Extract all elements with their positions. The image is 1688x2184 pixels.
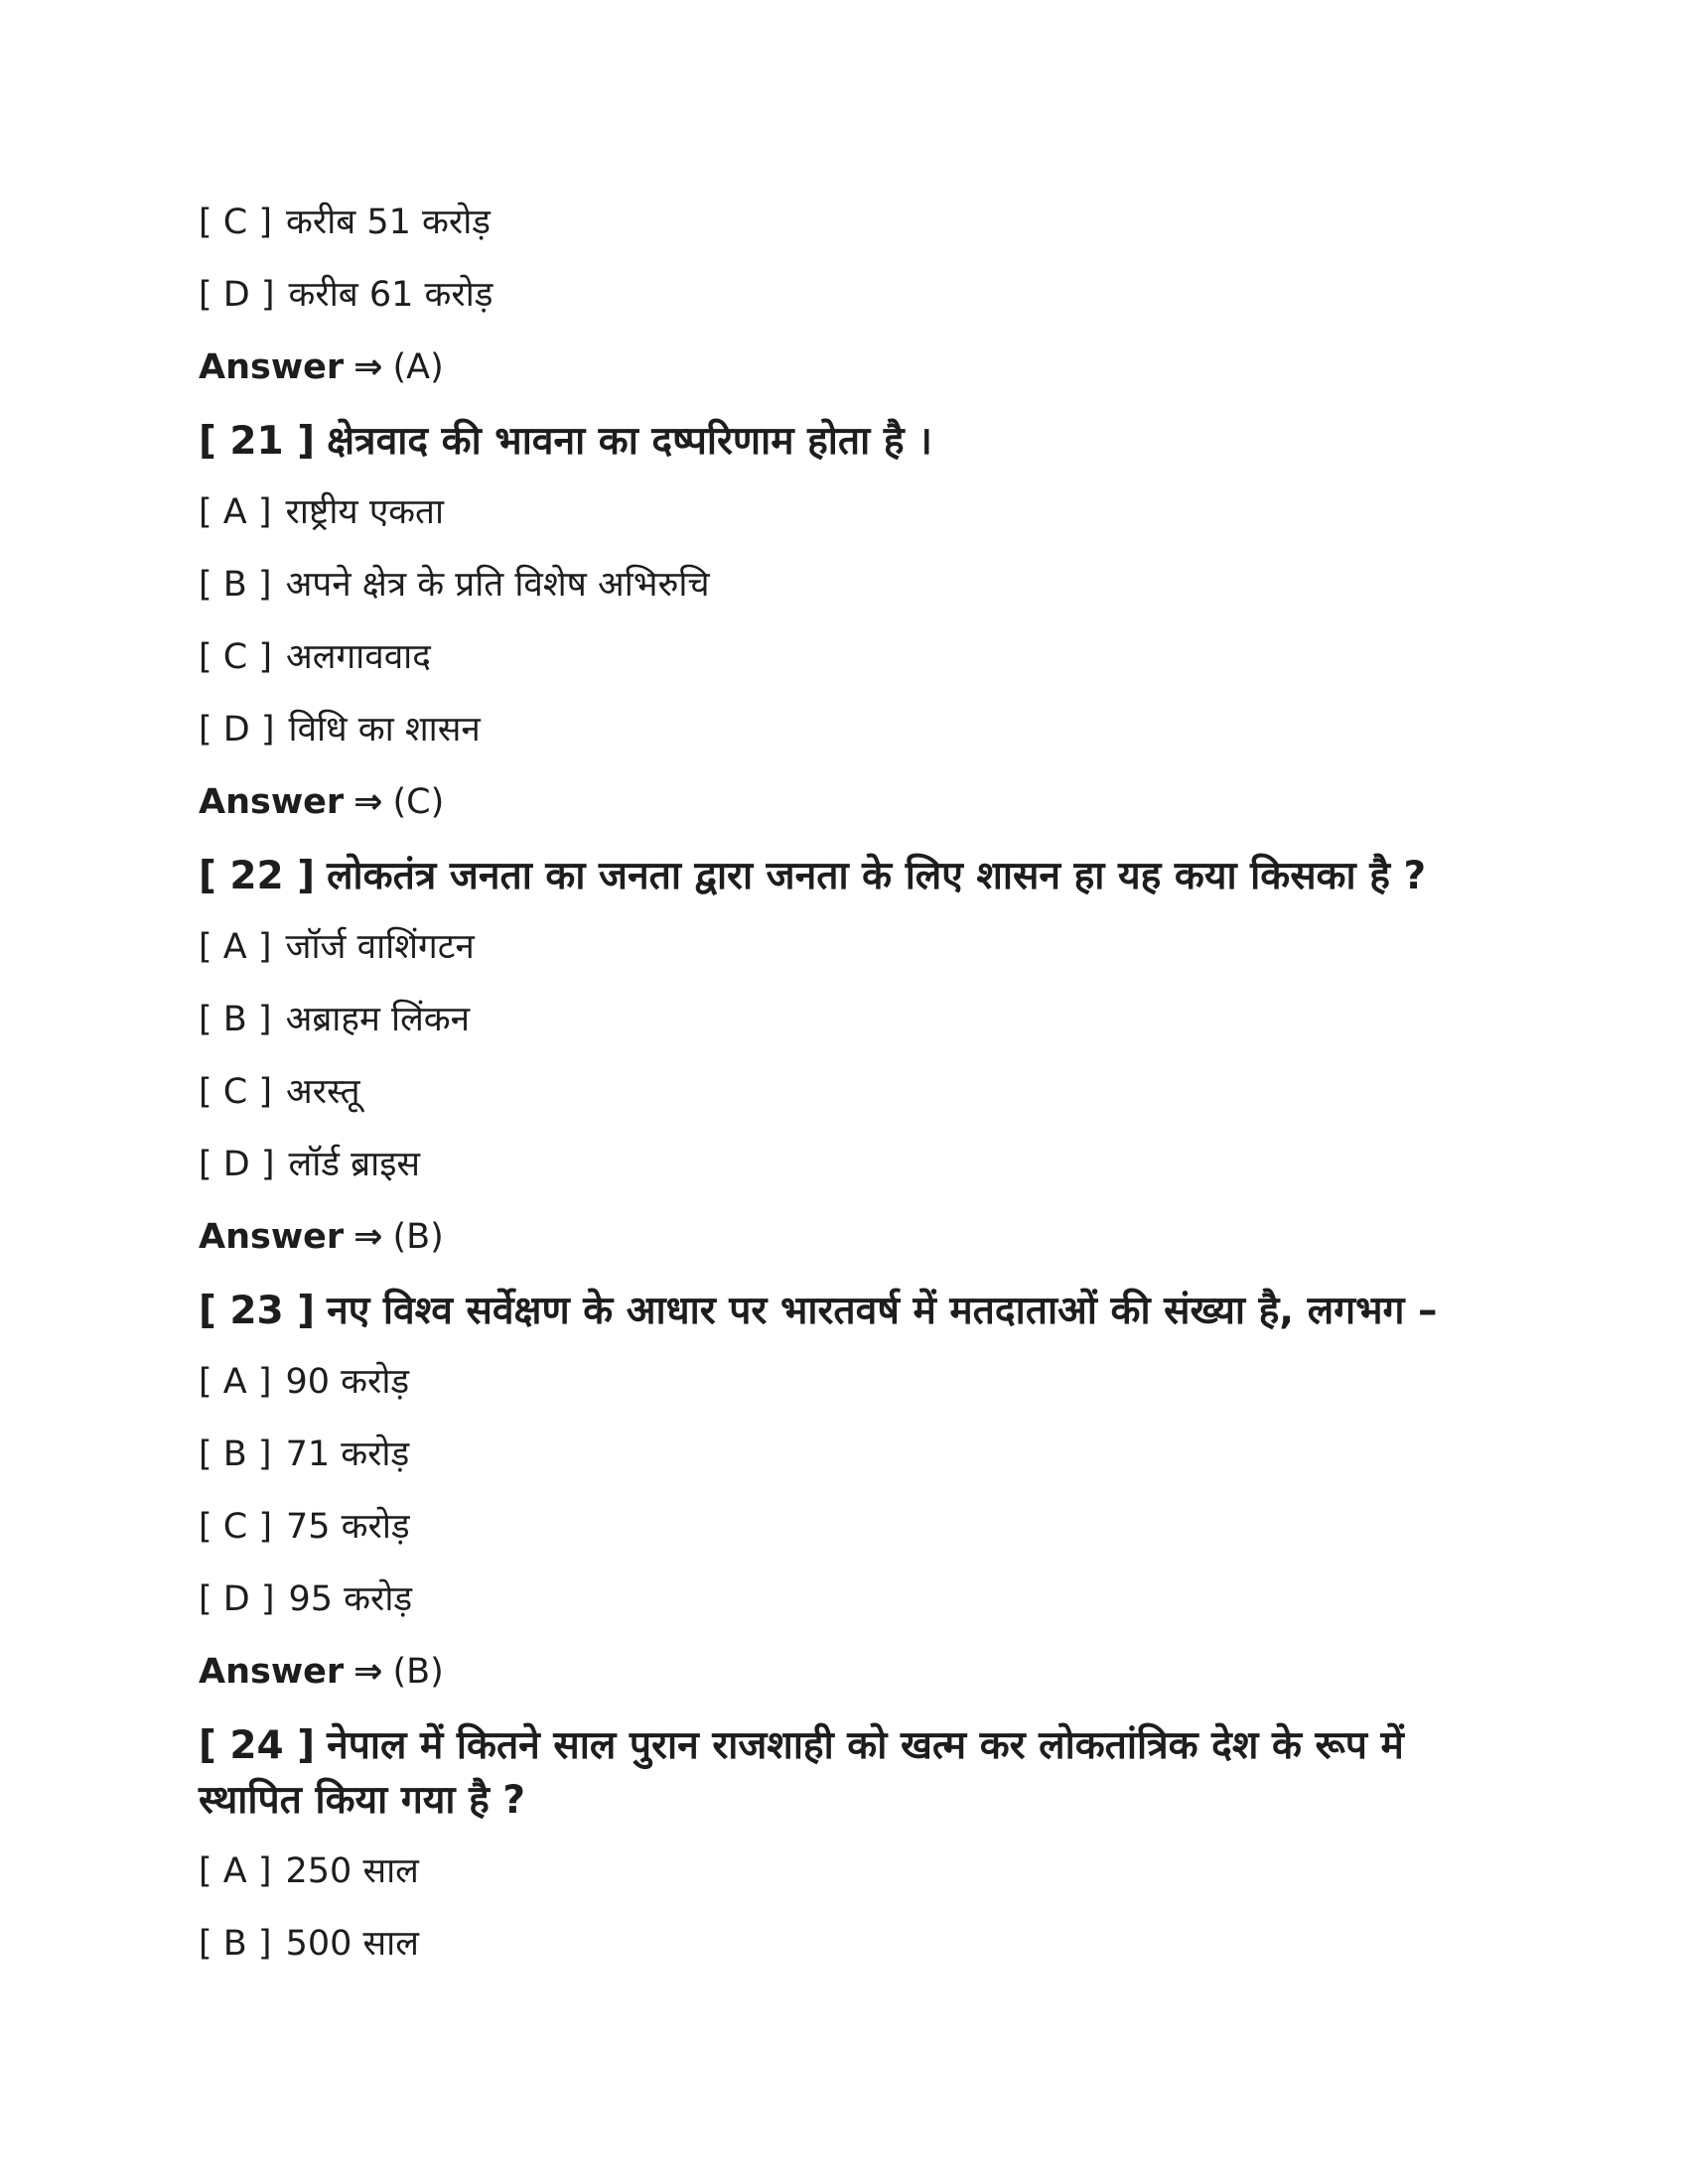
option-text: 95 करोड़ [288,1579,413,1619]
option-label: [ B ] [199,1000,272,1039]
answer-label: Answer [199,1652,345,1692]
question-22-option-c [199,1066,1489,1119]
question-number: [ 22 ] [199,854,316,898]
question-22-option-b [199,994,1489,1046]
question-22-answer-row [199,1211,1489,1264]
option-label: [ B ] [199,1434,272,1474]
answer-arrow-icon: ⇒ [353,1652,383,1692]
question-text: नेपाल में कितने साल पुरान राजशाही को खत्म कर लोकतांत्रिक देश के रूप में स्थापित किया गया है ? [199,1723,1404,1823]
option-text: अपने क्षेत्र के प्रति विशेष अभिरुचि [285,565,710,605]
option-label: [ C ] [199,637,272,677]
option-label: [ A ] [199,927,272,967]
question-23-option-d [199,1573,1489,1626]
option-label: [ A ] [199,1362,272,1402]
answer-label: Answer [199,347,345,387]
question-21-option-c [199,631,1489,684]
question-22-title [199,849,1470,903]
option-label: [ C ] [199,1507,272,1547]
option-label: [ A ] [199,492,272,532]
option-text: लॉर्ड ब्राइस [288,1145,421,1184]
option-label: [ D ] [199,275,275,315]
option-text: जॉर्ज वाशिंगटन [285,927,475,967]
question-22-option-a [199,921,1489,974]
option-text: अरस्तू [286,1072,360,1112]
answer-value: (A) [392,347,444,387]
option-label: [ D ] [199,1145,275,1184]
option-text: करीब 61 करोड़ [288,275,493,315]
question-text: लोकतंत्र जनता का जनता द्वारा जनता के लिए शासन हा यह कया किसका है ? [327,854,1427,898]
question-21-option-a [199,486,1489,539]
option-text: 75 करोड़ [286,1507,410,1547]
question-number: [ 21 ] [199,419,316,464]
question-23-option-b [199,1429,1489,1481]
question-24-title [199,1718,1470,1828]
question-22-option-d [199,1139,1489,1191]
question-23-answer-row [199,1646,1489,1699]
option-text: 90 करोड़ [285,1362,410,1402]
option-label: [ C ] [199,203,272,242]
question-21-option-d [199,704,1489,756]
option-text: 71 करोड़ [285,1434,410,1474]
question-24-option-b [199,1918,1489,1971]
question-number: [ 23 ] [199,1289,316,1333]
option-label: [ D ] [199,1579,275,1619]
question-21-answer-row [199,776,1489,829]
answer-value: (B) [392,1652,444,1692]
option-text: 500 साल [285,1924,419,1964]
option-text: विधि का शासन [288,710,481,750]
question-20-option-d [199,269,1489,322]
answer-arrow-icon: ⇒ [353,347,383,387]
question-20-option-c [199,197,1489,249]
option-label: [ A ] [199,1851,272,1891]
option-label: [ D ] [199,710,275,750]
question-21-title [199,414,1470,469]
question-23-title [199,1284,1470,1338]
option-label: [ B ] [199,565,272,605]
option-label: [ C ] [199,1072,272,1112]
question-23-option-a [199,1356,1489,1409]
answer-value: (C) [392,782,445,822]
question-21-option-b [199,559,1489,612]
option-text: राष्ट्रीय एकता [285,492,445,532]
option-text: 250 साल [285,1851,419,1891]
question-20-answer-row [199,341,1489,394]
option-label: [ B ] [199,1924,272,1964]
question-23-option-c [199,1501,1489,1554]
answer-value: (B) [392,1217,444,1257]
answer-arrow-icon: ⇒ [353,782,383,822]
answer-label: Answer [199,1217,345,1257]
option-text: करीब 51 करोड़ [286,203,492,242]
question-number: [ 24 ] [199,1723,316,1768]
option-text: अब्राहम लिंकन [285,1000,471,1039]
answer-label: Answer [199,782,345,822]
question-text: नए विश्व सर्वेक्षण के आधार पर भारतवर्ष में मतदाताओं की संख्या है, लगभग – [327,1289,1438,1333]
option-text: अलगाववाद [286,637,431,677]
question-text: क्षेत्रवाद की भावना का दष्परिणाम होता है । [327,419,932,464]
answer-arrow-icon: ⇒ [353,1217,383,1257]
question-24-option-a [199,1845,1489,1898]
